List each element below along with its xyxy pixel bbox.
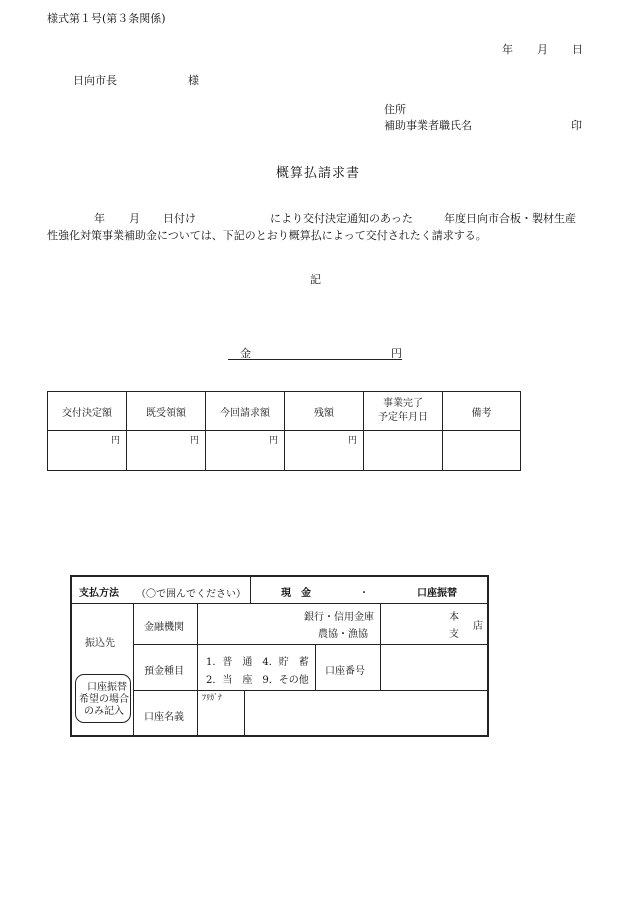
body-tail: 年度日向市合板・製材生産 <box>444 212 576 225</box>
divider <box>72 603 487 604</box>
col-header-grant-decision: 交付決定額 <box>48 392 127 431</box>
note-line-2: 希望の場合 <box>79 694 129 705</box>
furigana-label: ﾌﾘｶﾞﾅ <box>202 693 222 702</box>
divider <box>133 644 487 645</box>
addressee-suffix: 様 <box>188 74 199 87</box>
payment-box <box>70 575 489 737</box>
option-transfer[interactable]: 口座振替 <box>417 588 457 599</box>
account-number-field[interactable] <box>384 647 484 687</box>
divider <box>380 603 381 644</box>
note-line-1: 口座振替 <box>87 682 127 693</box>
col-header-current-request: 今回請求額 <box>206 392 285 431</box>
cell-remarks[interactable] <box>443 431 521 471</box>
divider <box>244 690 245 735</box>
request-table <box>47 391 521 471</box>
branch-main[interactable]: 本 <box>449 612 459 623</box>
divider <box>197 603 198 735</box>
divider <box>380 644 381 690</box>
bank-option-bank[interactable]: 銀行・信用金庫 <box>304 612 374 623</box>
account-name-field[interactable] <box>248 693 484 733</box>
body-month: 月 <box>129 212 140 225</box>
ki-mark: 記 <box>310 273 321 286</box>
unit-yen: 円 <box>110 436 120 446</box>
col-header-received: 既受領額 <box>127 392 206 431</box>
document-title: 概算払請求書 <box>276 166 361 181</box>
col-header-remarks: 備考 <box>443 392 521 431</box>
amount-underline <box>228 358 402 360</box>
divider <box>133 603 134 735</box>
addressee: 日向市長 <box>73 74 117 87</box>
account-type-label: 預金種目 <box>144 666 184 677</box>
cell-balance[interactable] <box>285 431 364 471</box>
unit-yen: 円 <box>347 436 357 446</box>
payment-method-note: （〇で囲んでください） <box>136 589 246 600</box>
amount-unit: 円 <box>391 347 402 360</box>
bank-option-coop[interactable]: 農協・漁協 <box>318 629 368 640</box>
note-line-3: のみ記入 <box>84 706 124 717</box>
amount-label: 金 <box>240 347 251 360</box>
option-separator: ・ <box>359 588 369 599</box>
account-name-label: 口座名義 <box>144 712 184 723</box>
unit-yen: 円 <box>189 436 199 446</box>
transfer-destination-label: 振込先 <box>85 638 115 649</box>
account-type-line-2[interactable]: 2．当 座 9．その他 <box>206 675 309 686</box>
cell-grant-decision[interactable] <box>48 431 127 471</box>
cell-received[interactable] <box>127 431 206 471</box>
date-month: 月 <box>537 43 548 56</box>
option-cash[interactable]: 現 金 <box>281 588 311 599</box>
branch-branch[interactable]: 支 <box>449 629 459 640</box>
body-line-2: 性強化対策事業補助金については、下記のとおり概算払によって交付されたく請求する。 <box>47 229 487 242</box>
applicant-label: 補助事業者職氏名 <box>384 119 472 132</box>
form-number: 様式第１号(第３条関係) <box>47 12 166 25</box>
seal-mark: 印 <box>571 119 582 132</box>
branch-shop: 店 <box>473 621 483 632</box>
divider <box>250 577 251 603</box>
body-year: 年 <box>94 212 105 225</box>
divider <box>133 690 487 691</box>
body-text: により交付決定通知のあった <box>270 212 413 225</box>
unit-yen: 円 <box>268 436 278 446</box>
account-number-label: 口座番号 <box>325 666 365 677</box>
cell-completion-date[interactable] <box>364 431 443 471</box>
date-year: 年 <box>502 43 513 56</box>
divider <box>315 644 316 690</box>
address-label: 住所 <box>384 103 406 116</box>
account-type-line-1[interactable]: 1．普 通 4．貯 蓄 <box>206 657 309 668</box>
cell-current-request[interactable] <box>206 431 285 471</box>
col-header-completion-date: 事業完了 予定年月日 <box>364 392 443 431</box>
date-day: 日 <box>572 43 583 56</box>
payment-method-label: 支払方法 <box>79 588 119 599</box>
bank-label: 金融機関 <box>144 622 184 633</box>
col-header-balance: 残額 <box>285 392 364 431</box>
body-dated: 日付け <box>163 212 196 225</box>
